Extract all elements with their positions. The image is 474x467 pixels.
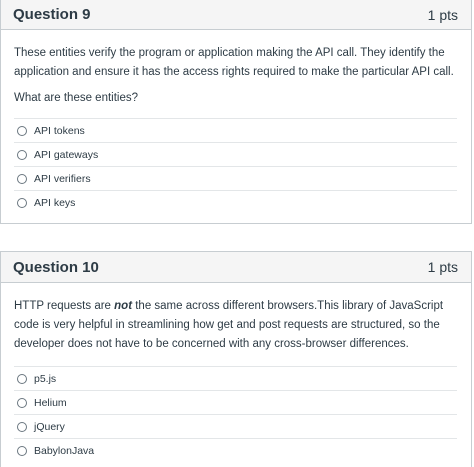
answer-option[interactable] [14,119,457,143]
question-text-part: HTTP requests are [14,300,115,312]
answer-option[interactable] [14,415,457,439]
answer-label: jQuery [34,420,65,433]
answer-label: API tokens [34,124,85,137]
radio-button-icon[interactable] [17,150,27,160]
answer-option[interactable] [14,367,457,391]
question-points: 1 pts [427,6,458,23]
answer-option[interactable] [14,391,457,415]
answer-option[interactable] [14,167,457,191]
question-text: These entities verify the program or application making the API call. They identify the application and ensure it has the access rights required to make the particular API call. [14,47,454,78]
answer-option[interactable] [14,191,457,214]
radio-button-icon[interactable] [17,446,27,456]
radio-button-icon[interactable] [17,174,27,184]
question-text-emphasis: not [114,300,133,312]
radio-button-icon[interactable] [17,422,27,432]
radio-button-icon[interactable] [17,198,27,208]
question-10-card [0,251,472,467]
question-body [1,30,471,214]
answer-label: API verifiers [34,172,91,185]
question-points: 1 pts [427,259,458,275]
answer-label: API gateways [34,148,99,161]
question-body [1,283,471,462]
answer-label: API keys [34,196,76,209]
answer-option[interactable] [14,143,457,167]
answer-list [14,118,457,214]
question-title: Question 9 [13,6,91,23]
answer-label: Helium [34,396,67,409]
answer-option[interactable] [14,439,457,462]
question-title: Question 10 [13,258,99,276]
radio-button-icon[interactable] [17,126,27,136]
question-prompt: What are these entities? [14,92,139,104]
radio-button-icon[interactable] [17,374,27,384]
question-text [14,297,457,354]
question-text-part: the same across different browsers.This library of JavaScript code is very helpful in streamlining how get and post requests are structured, so the developer does not have to be concerned with any cross-browser differences. [14,300,444,350]
radio-button-icon[interactable] [17,398,27,408]
question-9-card [0,0,472,224]
answer-label: BabylonJava [34,444,95,457]
question-header [1,252,471,283]
answer-label: p5.js [34,372,57,385]
question-header [1,0,471,30]
answer-list [14,366,457,462]
